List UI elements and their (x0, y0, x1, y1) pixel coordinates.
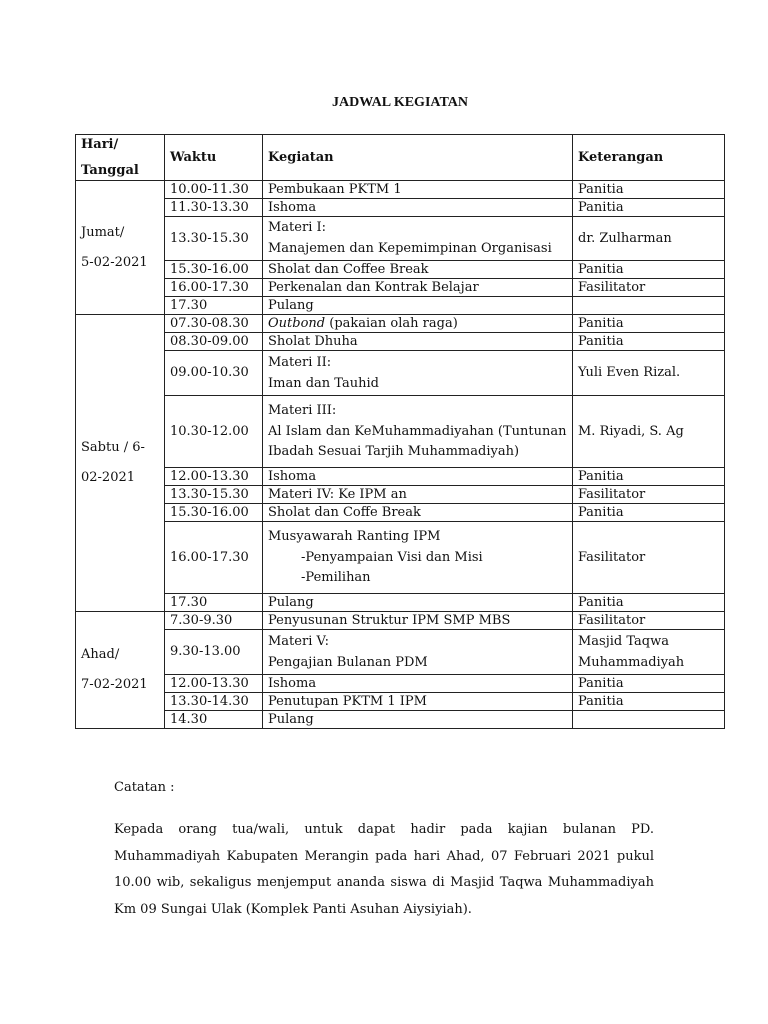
keterangan-cell: Fasilitator (573, 279, 725, 297)
waktu-cell: 10.00-11.30 (165, 181, 263, 199)
kegiatan-cell: Pembukaan PKTM 1 (263, 181, 573, 199)
kegiatan-cell: Perkenalan dan Kontrak Belajar (263, 279, 573, 297)
waktu-cell: 15.30-16.00 (165, 261, 263, 279)
table-row (76, 351, 725, 396)
table-row (76, 199, 725, 217)
header-kegiatan: Kegiatan (263, 135, 573, 181)
waktu-cell: 16.00-17.30 (165, 522, 263, 594)
kegiatan-cell: Ishoma (263, 199, 573, 217)
waktu-cell: 08.30-09.00 (165, 333, 263, 351)
waktu-cell: 07.30-08.30 (165, 315, 263, 333)
table-row (76, 217, 725, 261)
table-row (76, 396, 725, 468)
table-row (76, 333, 725, 351)
waktu-cell: 14.30 (165, 711, 263, 729)
waktu-cell: 12.00-13.30 (165, 675, 263, 693)
table-row (76, 612, 725, 630)
keterangan-cell: M. Riyadi, S. Ag (573, 396, 725, 468)
keterangan-cell: Panitia (573, 261, 725, 279)
waktu-cell: 9.30-13.00 (165, 630, 263, 675)
kegiatan-cell: Sholat Dhuha (263, 333, 573, 351)
kegiatan-cell: Materi II: Iman dan Tauhid (263, 351, 573, 396)
header-waktu: Waktu (165, 135, 263, 181)
kegiatan-cell: Materi III: Al Islam dan KeMuhammadiyahan (Tuntunan Ibadah Sesuai Tarjih Muhammadiyah) (263, 396, 573, 468)
keterangan-cell (573, 711, 725, 729)
keterangan-cell: Masjid Taqwa Muhammadiyah (573, 630, 725, 675)
table-row (76, 522, 725, 594)
table-row (76, 693, 725, 711)
waktu-cell: 09.00-10.30 (165, 351, 263, 396)
table-row (76, 297, 725, 315)
table-row (76, 468, 725, 486)
day-cell-ahad: Ahad/ 7-02-2021 (76, 612, 165, 729)
keterangan-cell: Yuli Even Rizal. (573, 351, 725, 396)
header-keterangan: Keterangan (573, 135, 725, 181)
table-row (76, 504, 725, 522)
schedule-table (75, 134, 725, 729)
header-hari-tanggal: Hari/ Tanggal (76, 135, 165, 181)
keterangan-cell (573, 297, 725, 315)
keterangan-cell: Fasilitator (573, 522, 725, 594)
kegiatan-cell: Penutupan PKTM 1 IPM (263, 693, 573, 711)
table-row (76, 181, 725, 199)
notes-paragraph: Kepada orang tua/wali, untuk dapat hadir pada kajian bulanan PD. Muhammadiyah Kabupaten Merangin pada hari Ahad, 07 Februari 2021 pukul 10.00 wib, sekaligus menjemput ananda siswa di Masjid Taqwa Muhammadiyah Km 09 Sungai Ulak (Komplek Panti Asuhan Aiysiyiah). (114, 822, 654, 917)
waktu-cell: 13.30-15.30 (165, 217, 263, 261)
kegiatan-cell: Sholat dan Coffee Break (263, 261, 573, 279)
kegiatan-cell: Musyawarah Ranting IPM -Penyampaian Visi dan Misi -Pemilihan (263, 522, 573, 594)
keterangan-cell: dr. Zulharman (573, 217, 725, 261)
waktu-cell: 15.30-16.00 (165, 504, 263, 522)
kegiatan-cell: Ishoma (263, 468, 573, 486)
keterangan-cell: Fasilitator (573, 486, 725, 504)
kegiatan-cell: Materi IV: Ke IPM an (263, 486, 573, 504)
waktu-cell: 16.00-17.30 (165, 279, 263, 297)
table-row (76, 261, 725, 279)
kegiatan-cell: Sholat dan Coffe Break (263, 504, 573, 522)
kegiatan-cell: Pulang (263, 297, 573, 315)
keterangan-cell: Panitia (573, 675, 725, 693)
kegiatan-cell: Pulang (263, 711, 573, 729)
kegiatan-cell: Materi I: Manajemen dan Kepemimpinan Organisasi (263, 217, 573, 261)
table-row (76, 594, 725, 612)
kegiatan-cell: Ishoma (263, 675, 573, 693)
table-row (76, 630, 725, 675)
keterangan-cell: Panitia (573, 504, 725, 522)
kegiatan-cell: Penyusunan Struktur IPM SMP MBS (263, 612, 573, 630)
waktu-cell: 10.30-12.00 (165, 396, 263, 468)
kegiatan-cell: Outbond (pakaian olah raga) (263, 315, 573, 333)
day-cell-jumat: Jumat/ 5-02-2021 (76, 181, 165, 315)
keterangan-cell: Fasilitator (573, 612, 725, 630)
notes-section (114, 780, 654, 923)
kegiatan-cell: Pulang (263, 594, 573, 612)
day-cell-sabtu: Sabtu / 6- 02-2021 (76, 315, 165, 612)
keterangan-cell: Panitia (573, 693, 725, 711)
waktu-cell: 13.30-15.30 (165, 486, 263, 504)
keterangan-cell: Panitia (573, 315, 725, 333)
waktu-cell: 11.30-13.30 (165, 199, 263, 217)
waktu-cell: 7.30-9.30 (165, 612, 263, 630)
bullet-item: -Pemilihan (301, 570, 371, 586)
waktu-cell: 13.30-14.30 (165, 693, 263, 711)
keterangan-cell: Panitia (573, 594, 725, 612)
document-title: JADWAL KEGIATAN (331, 95, 468, 110)
table-row (76, 486, 725, 504)
table-row (76, 711, 725, 729)
waktu-cell: 17.30 (165, 594, 263, 612)
keterangan-cell: Panitia (573, 199, 725, 217)
waktu-cell: 12.00-13.30 (165, 468, 263, 486)
table-header-row (76, 135, 725, 181)
table-row (76, 279, 725, 297)
kegiatan-cell: Materi V: Pengajian Bulanan PDM (263, 630, 573, 675)
keterangan-cell: Panitia (573, 333, 725, 351)
waktu-cell: 17.30 (165, 297, 263, 315)
table-row (76, 675, 725, 693)
bullet-item: -Penyampaian Visi dan Misi (301, 549, 483, 565)
keterangan-cell: Panitia (573, 181, 725, 199)
table-row (76, 315, 725, 333)
keterangan-cell: Panitia (573, 468, 725, 486)
notes-label: Catatan : (114, 780, 175, 795)
